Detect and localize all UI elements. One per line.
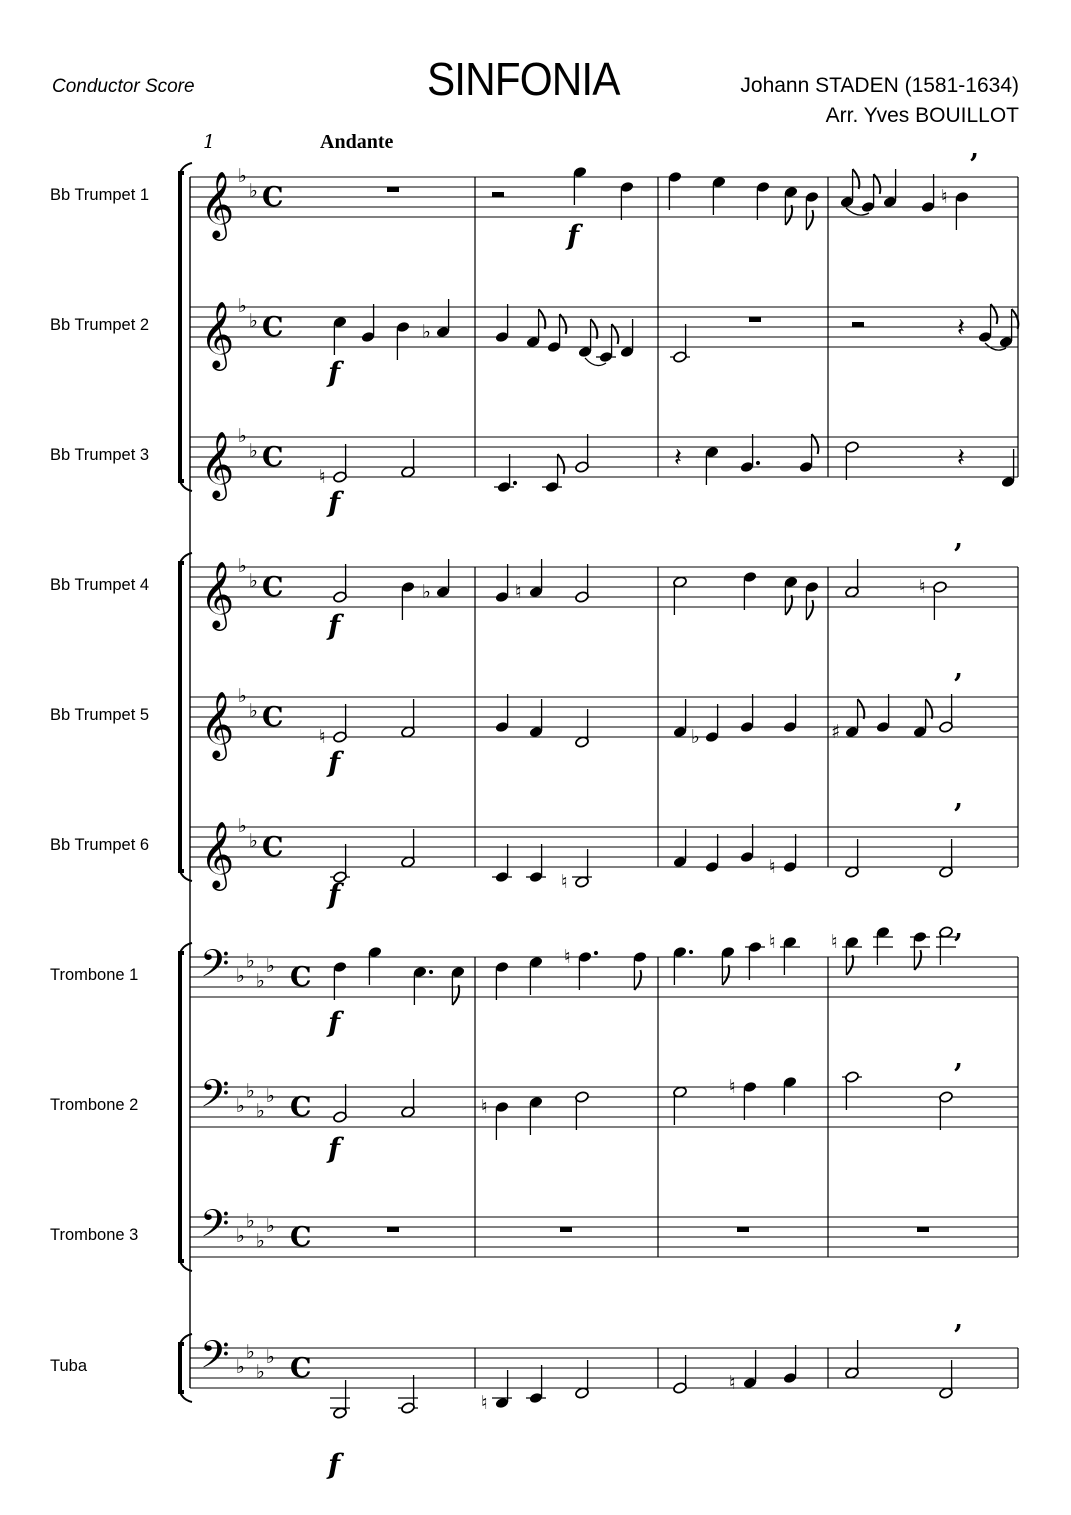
treble-clef: 𝄞 <box>200 820 235 888</box>
key-signature-flat: ♭ <box>246 1080 255 1102</box>
instrument-label: Trombone 3 <box>50 1226 139 1244</box>
key-signature-flat: ♭ <box>238 165 247 187</box>
instrument-label: Trombone 2 <box>50 1096 139 1114</box>
breath-mark: , <box>954 784 964 814</box>
augmentation-dot <box>594 951 598 955</box>
instrument-label: Bb Trumpet 2 <box>50 316 150 334</box>
accidental: ♮ <box>481 1392 488 1414</box>
accidental: ♮ <box>769 931 776 953</box>
whole-rest <box>737 1227 749 1232</box>
quarter-rest: 𝄽 <box>957 443 965 473</box>
key-signature-flat: ♭ <box>238 295 247 317</box>
eighth-flag <box>926 699 933 719</box>
key-signature-flat: ♭ <box>238 425 247 447</box>
whole-rest <box>749 317 761 322</box>
treble-clef: 𝄞 <box>200 560 235 628</box>
half-rest <box>492 192 504 197</box>
key-signature-flat: ♭ <box>246 1210 255 1232</box>
treble-clef: 𝄞 <box>200 430 235 498</box>
accidental: ♮ <box>564 946 571 968</box>
time-signature: C <box>290 962 312 993</box>
key-signature-flat: ♭ <box>236 1356 245 1378</box>
breath-mark: , <box>970 134 980 164</box>
group-bracket <box>180 173 184 481</box>
key-signature-flat: ♭ <box>246 1341 255 1363</box>
eighth-flag <box>539 309 546 329</box>
treble-clef: 𝄞 <box>200 300 235 368</box>
dynamic-marking: f <box>328 609 341 642</box>
whole-rest <box>917 1227 929 1232</box>
accidental: ♮ <box>561 871 568 893</box>
measure-number: 1 <box>203 131 216 153</box>
breath-mark: , <box>954 524 964 554</box>
time-signature: C <box>262 702 284 733</box>
key-signature-flat: ♭ <box>266 955 275 977</box>
instrument-label: Trombone 1 <box>50 966 139 984</box>
dynamic-marking: f <box>328 1448 341 1481</box>
conductor-score-label: Conductor Score <box>52 76 195 97</box>
eighth-flag <box>785 595 792 615</box>
key-signature-flat: ♭ <box>246 950 255 972</box>
quarter-rest: 𝄽 <box>957 313 965 343</box>
piece-title: SINFONIA <box>427 53 620 105</box>
instrument-label: Bb Trumpet 1 <box>50 186 150 204</box>
quarter-rest: 𝄽 <box>674 443 682 473</box>
augmentation-dot <box>756 461 760 465</box>
key-signature-flat: ♭ <box>266 1346 275 1368</box>
bass-clef: 𝄢 <box>200 941 230 995</box>
breath-mark: , <box>954 1305 964 1335</box>
eighth-flag <box>1012 309 1019 329</box>
eighth-flag <box>591 319 598 339</box>
key-signature-flat: ♭ <box>249 700 258 722</box>
accidental: ♮ <box>729 1372 736 1394</box>
bass-clef: 𝄢 <box>200 1201 230 1255</box>
key-signature-flat: ♭ <box>266 1215 275 1237</box>
key-signature-flat: ♭ <box>236 1225 245 1247</box>
treble-clef: 𝄞 <box>200 170 235 238</box>
augmentation-dot <box>689 950 693 954</box>
instrument-label: Bb Trumpet 3 <box>50 446 150 464</box>
key-signature-flat: ♭ <box>256 1361 265 1383</box>
instrument-label: Bb Trumpet 5 <box>50 706 150 724</box>
time-signature: C <box>290 1353 312 1384</box>
eighth-flag <box>806 210 813 230</box>
key-signature-flat: ♭ <box>238 555 247 577</box>
time-signature: C <box>290 1222 312 1253</box>
eighth-flag <box>858 699 865 719</box>
accidental: ♮ <box>319 726 326 748</box>
whole-rest <box>387 1227 399 1232</box>
time-signature: C <box>262 442 284 473</box>
eighth-flag <box>853 169 860 189</box>
accidental: ♭ <box>691 726 700 748</box>
eighth-flag <box>846 955 853 975</box>
eighth-flag <box>452 985 459 1005</box>
arranger-credit: Arr. Yves BOUILLOT <box>825 104 1019 127</box>
time-signature: C <box>290 1092 312 1123</box>
accidental: ♮ <box>941 186 948 208</box>
accidental: ♮ <box>769 856 776 878</box>
dynamic-marking: f <box>328 878 341 911</box>
half-rest <box>852 322 864 327</box>
key-signature-flat: ♭ <box>256 1230 265 1252</box>
instrument-label: Tuba <box>50 1357 87 1375</box>
key-signature-flat: ♭ <box>249 310 258 332</box>
time-signature: C <box>262 182 284 213</box>
eighth-flag <box>785 205 792 225</box>
dynamic-marking: f <box>328 356 341 389</box>
accidental: ♮ <box>515 581 522 603</box>
key-signature-flat: ♭ <box>236 965 245 987</box>
composer-credit: Johann STADEN (1581-1634) <box>740 74 1019 97</box>
instrument-label: Bb Trumpet 4 <box>50 576 150 594</box>
dynamic-marking: f <box>567 219 580 252</box>
key-signature-flat: ♭ <box>256 970 265 992</box>
breath-mark: , <box>954 1044 964 1074</box>
bass-clef: 𝄢 <box>200 1332 230 1386</box>
group-bracket <box>180 563 184 871</box>
key-signature-flat: ♭ <box>266 1085 275 1107</box>
key-signature-flat: ♭ <box>256 1100 265 1122</box>
augmentation-dot <box>513 481 517 485</box>
dynamic-marking: f <box>328 1006 341 1039</box>
bass-clef: 𝄢 <box>200 1071 230 1125</box>
group-bracket <box>180 1344 184 1392</box>
eighth-flag <box>722 965 729 985</box>
key-signature-flat: ♭ <box>249 440 258 462</box>
key-signature-flat: ♭ <box>236 1095 245 1117</box>
accidental: ♯ <box>831 721 841 743</box>
key-signature-flat: ♭ <box>249 570 258 592</box>
dynamic-marking: f <box>328 1132 341 1165</box>
tempo-marking: Andante <box>320 131 394 153</box>
augmentation-dot <box>429 970 433 974</box>
dynamic-marking: f <box>328 746 341 779</box>
accidental: ♮ <box>919 576 926 598</box>
accidental: ♮ <box>729 1076 736 1098</box>
key-signature-flat: ♭ <box>238 815 247 837</box>
eighth-flag <box>806 600 813 620</box>
accidental: ♮ <box>481 1096 488 1118</box>
key-signature-flat: ♭ <box>249 830 258 852</box>
accidental: ♮ <box>831 931 838 953</box>
accidental: ♭ <box>422 581 431 603</box>
breath-mark: , <box>954 914 964 944</box>
breath-mark: , <box>954 654 964 684</box>
dynamic-marking: f <box>328 486 341 519</box>
whole-rest <box>560 1227 572 1232</box>
key-signature-flat: ♭ <box>238 685 247 707</box>
accidental: ♭ <box>422 321 431 343</box>
time-signature: C <box>262 572 284 603</box>
group-bracket <box>180 953 184 1261</box>
accidental: ♮ <box>319 466 326 488</box>
instrument-label: Bb Trumpet 6 <box>50 836 150 854</box>
key-signature-flat: ♭ <box>249 180 258 202</box>
time-signature: C <box>262 832 284 863</box>
treble-clef: 𝄞 <box>200 690 235 758</box>
time-signature: C <box>262 312 284 343</box>
whole-rest <box>387 187 399 192</box>
